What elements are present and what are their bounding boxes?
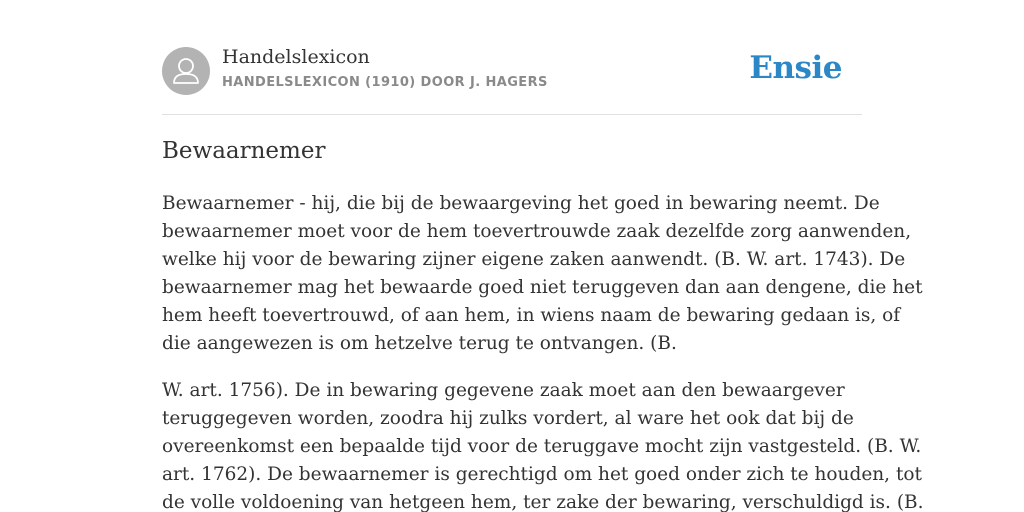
paragraph bbox=[162, 190, 923, 358]
paragraph bbox=[162, 377, 924, 512]
avatar[interactable] bbox=[162, 47, 210, 95]
text-line: die aangewezen is om hetzelve terug te ontvangen. (B. bbox=[162, 333, 677, 354]
user-icon bbox=[162, 47, 210, 95]
text-line: W. art. 1756). De in bewaring gegevene zaak moet aan den bewaargever bbox=[162, 380, 845, 401]
text-line: bewaarnemer moet voor de hem toevertrouwde zaak dezelfde zorg aanwenden, bbox=[162, 221, 912, 242]
text-line: bewaarnemer mag het bewaarde goed niet teruggeven dan aan dengene, die het bbox=[162, 277, 923, 298]
source-title[interactable]: Handelslexicon bbox=[222, 46, 370, 68]
text-line: Bewaarnemer - hij, die bij de bewaargeving het goed in bewaring neemt. De bbox=[162, 193, 880, 214]
article-title: Bewaarnemer bbox=[162, 138, 326, 164]
text-line: welke hij voor de bewaring zijner eigene zaken aanwendt. (B. W. art. 1743). De bbox=[162, 249, 906, 270]
text-line: de volle voldoening van hetgeen hem, ter zake der bewaring, verschuldigd is. (B. bbox=[162, 492, 924, 512]
source-header bbox=[162, 46, 862, 115]
source-subtitle[interactable]: HANDELSLEXICON (1910) DOOR J. HAGERS bbox=[222, 75, 548, 90]
text-line: art. 1762). De bewaarnemer is gerechtigd om het goed onder zich te houden, tot bbox=[162, 464, 922, 485]
text-line: overeenkomst een bepaalde tijd voor de teruggave mocht zijn vastgesteld. (B. W. bbox=[162, 436, 922, 457]
text-line: hem heeft toevertrouwd, of aan hem, in wiens naam de bewaring gedaan is, of bbox=[162, 305, 901, 326]
article-body bbox=[162, 190, 924, 512]
text-line: teruggegeven worden, zoodra hij zulks vordert, al ware het ook dat bij de bbox=[162, 408, 854, 429]
ensie-logo[interactable]: Ensie bbox=[749, 50, 842, 86]
